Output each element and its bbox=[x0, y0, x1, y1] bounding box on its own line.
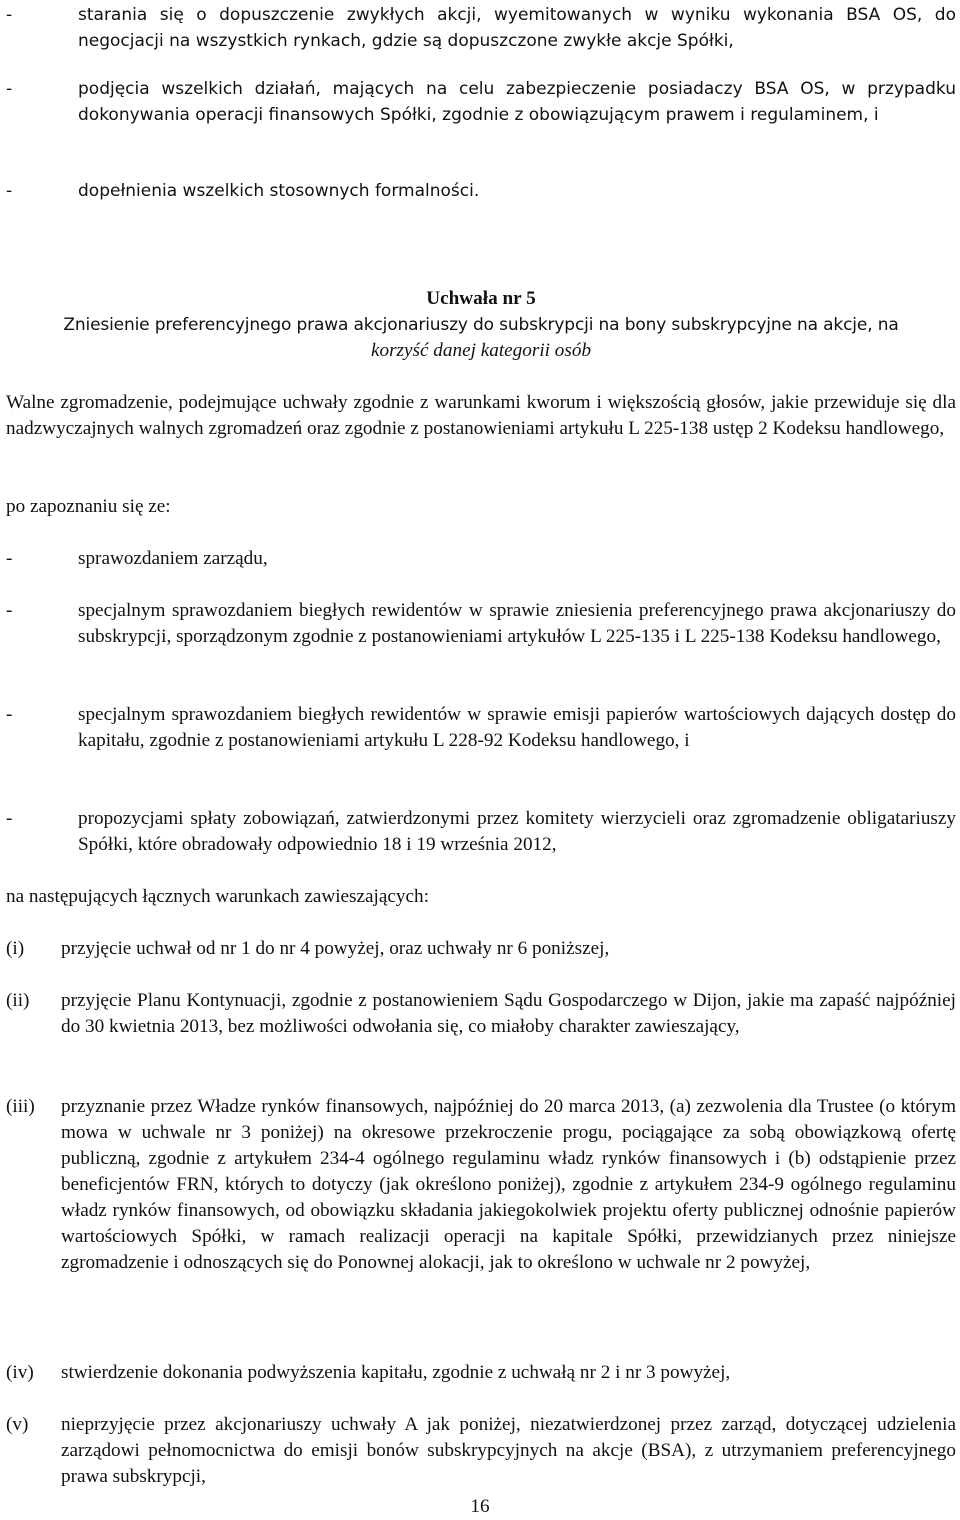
condition-number: (iii) bbox=[6, 1096, 35, 1117]
list-item bbox=[6, 178, 956, 204]
list-item-text: specjalnym sprawozdaniem biegłych rewidentów w sprawie emisji papierów wartościowych dających dostęp do kapitału, zgodnie z postanowieniami artykułu L 228-92 Kodeksu handlowego, i bbox=[78, 704, 956, 751]
list-item-text: specjalnym sprawozdaniem biegłych rewidentów w sprawie zniesienia preferencyjnego prawa akcjonariuszy do subskrypcji, sporządzonym zgodnie z postanowieniami artykułów L 225-135 i L 225-138 Kodeksu handlowego, bbox=[78, 600, 956, 647]
list-item-text: dopełnienia wszelkich stosownych formalności. bbox=[78, 181, 480, 201]
list-item bbox=[6, 2, 956, 54]
review-intro: po zapoznaniu się ze: bbox=[6, 496, 171, 517]
condition-text: przyjęcie Planu Kontynuacji, zgodnie z postanowieniem Sądu Gospodarczego w Dijon, jakie ma zapaść najpóźniej do 30 kwietnia 2013, bez możliwości odwołania się, co miałoby charakter zawieszający, bbox=[61, 990, 956, 1037]
list-dash: - bbox=[6, 808, 13, 829]
list-dash: - bbox=[6, 79, 13, 99]
list-item-text: propozycjami spłaty zobowiązań, zatwierdzonymi przez komitety wierzycieli oraz zgromadzenie obligatariuszy Spółki, które obradowały odpowiednio 18 i 19 września 2012, bbox=[78, 808, 956, 855]
list-dash: - bbox=[6, 704, 13, 725]
resolution-title: Uchwała nr 5 bbox=[426, 288, 536, 309]
list-item bbox=[6, 76, 956, 128]
list-item-text: podjęcia wszelkich działań, mających na celu zabezpieczenie posiadaczy BSA OS, w przypadku dokonywania operacji finansowych Spółki, zgodnie z obowiązującym prawem i regulaminem, i bbox=[78, 79, 956, 125]
condition-text: stwierdzenie dokonania podwyższenia kapitału, zgodnie z uchwałą nr 2 i nr 3 powyżej, bbox=[61, 1362, 731, 1383]
resolution-subtitle: Zniesienie preferencyjnego prawa akcjonariuszy do subskrypcji na bony subskrypcyjne na akcje, na bbox=[63, 315, 899, 335]
list-dash: - bbox=[6, 600, 13, 621]
condition-number: (iv) bbox=[6, 1362, 34, 1383]
list-item bbox=[6, 806, 956, 858]
condition-text: przyznanie przez Władze rynków finansowych, najpóźniej do 20 marca 2013, (a) zezwolenia dla Trustee (o którym mowa w uchwale nr 3 poniżej) na okresowe przekroczenie progu, pociągające za sobą obowiązkową ofertę publiczną, zgodnie z artykułem 234-4 ogólnego regulaminu władz rynków finansowych i (b) odstąpienie przez beneficjentów FRN, których to dotyczy (jak określono poniżej), zgodnie z artykułem 234-9 ogólnego regulaminu władz rynków finansowych, od obowiązku składania jakiegokolwiek projektu oferty publicznej odnośnie papierów wartościowych Spółki, w ramach realizacji operacji na kapitale Spółki, przewidzianych przez niniejsze zgromadzenie i odnoszących się do Ponownej alokacji, jak to określono w uchwale nr 2 powyżej, bbox=[61, 1096, 956, 1273]
condition-item bbox=[6, 988, 956, 1040]
resolution-subtitle-continued: korzyść danej kategorii osób bbox=[370, 340, 592, 361]
condition-item bbox=[6, 1412, 956, 1490]
list-item bbox=[6, 546, 956, 572]
condition-text: nieprzyjęcie przez akcjonariuszy uchwały A jak poniżej, niezatwierdzonej przez zarząd, dotyczącej udzielenia zarządowi pełnomocnictwa do emisji bonów subskrypcyjnych na akcje (BSA), z utrzymaniem preferencyjnego prawa subskrypcji, bbox=[61, 1414, 956, 1487]
intro-paragraph: Walne zgromadzenie, podejmujące uchwały zgodnie z warunkami kworum i większością głosów, jakie przewiduje się dla nadzwyczajnych walnych zgromadzeń oraz zgodnie z postanowieniami artykułu L 225-138 ustęp 2 Kodeksu handlowego, bbox=[6, 392, 956, 439]
list-item-text: sprawozdaniem zarządu, bbox=[78, 548, 268, 569]
condition-number: (ii) bbox=[6, 990, 30, 1011]
condition-number: (i) bbox=[6, 938, 25, 959]
list-dash: - bbox=[6, 5, 13, 25]
condition-item bbox=[6, 1094, 956, 1276]
list-dash: - bbox=[6, 181, 13, 201]
list-item bbox=[6, 702, 956, 754]
condition-item bbox=[6, 1360, 956, 1386]
page-number: 16 bbox=[470, 1496, 490, 1517]
condition-number: (v) bbox=[6, 1414, 29, 1435]
condition-text: przyjęcie uchwał od nr 1 do nr 4 powyżej, oraz uchwały nr 6 poniższej, bbox=[61, 938, 610, 959]
list-item bbox=[6, 598, 956, 650]
conditions-intro: na następujących łącznych warunkach zawieszających: bbox=[6, 886, 429, 907]
list-item-text: starania się o dopuszczenie zwykłych akcji, wyemitowanych w wyniku wykonania BSA OS, do negocjacji na wszystkich rynkach, gdzie są dopuszczone zwykłe akcje Spółki, bbox=[78, 5, 956, 51]
condition-item bbox=[6, 936, 956, 962]
list-dash: - bbox=[6, 548, 13, 569]
